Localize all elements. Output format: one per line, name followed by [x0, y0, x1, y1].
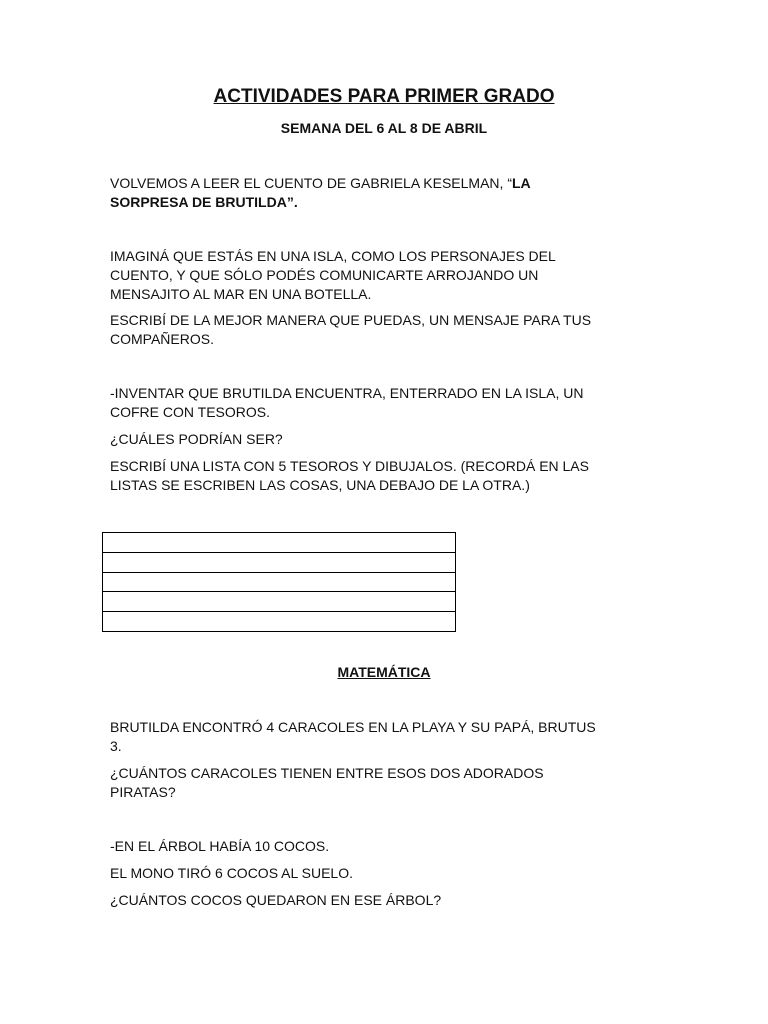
activity2-line: -INVENTAR QUE BRUTILDA ENCUENTRA, ENTERRADO EN LA ISLA, UN — [110, 385, 584, 401]
activity1-paragraph — [110, 247, 670, 304]
intro-paragraph — [110, 174, 670, 212]
math-problem-1 — [110, 718, 670, 756]
math-problem-2 — [110, 837, 670, 856]
activity1-instruction — [110, 311, 670, 349]
math-problem-1-line: 3. — [110, 738, 122, 754]
activity2-instruction — [110, 457, 670, 495]
math-question-1-line: ¿CUÁNTOS CARACOLES TIENEN ENTRE ESOS DOS ADORADOS — [110, 765, 544, 781]
page-subtitle: SEMANA DEL 6 AL 8 DE ABRIL — [280, 120, 488, 136]
activity1-line: MENSAJITO AL MAR EN UNA BOTELLA. — [110, 286, 372, 302]
activity2-question-text: ¿CUÁLES PODRÍAN SER? — [110, 431, 283, 447]
math-question-2 — [110, 891, 670, 910]
activity1-instruction-line: COMPAÑEROS. — [110, 331, 214, 347]
math-problem-2-line-2: EL MONO TIRÓ 6 COCOS AL SUELO. — [110, 865, 353, 881]
activity1-instruction-line: ESCRIBÍ DE LA MEJOR MANERA QUE PUEDAS, UN MENSAJE PARA TUS — [110, 312, 592, 328]
math-question-2-text: ¿CUÁNTOS COCOS QUEDARON EN ESE ÁRBOL? — [110, 892, 442, 908]
treasure-answer-row[interactable] — [103, 573, 455, 593]
activity2-instruction-line: ESCRIBÍ UNA LISTA CON 5 TESOROS Y DIBUJALOS. (RECORDÁ EN LAS — [110, 458, 589, 474]
treasure-list-table — [102, 532, 456, 632]
activity2-question — [110, 430, 670, 449]
activity1-line: IMAGINÁ QUE ESTÁS EN UNA ISLA, COMO LOS PERSONAJES DEL — [110, 248, 556, 264]
intro-line-2: SORPRESA DE BRUTILDA”. — [110, 194, 298, 210]
activity1-line: CUENTO, Y QUE SÓLO PODÉS COMUNICARTE ARROJANDO UN — [110, 267, 539, 283]
activity2-instruction-line: LISTAS SE ESCRIBEN LAS COSAS, UNA DEBAJO DE LA OTRA.) — [110, 477, 530, 493]
math-problem-2b — [110, 864, 670, 883]
activity2-line: COFRE CON TESOROS. — [110, 404, 270, 420]
treasure-answer-row[interactable] — [103, 533, 455, 553]
math-problem-2-line-1: -EN EL ÁRBOL HABÍA 10 COCOS. — [110, 838, 330, 854]
math-question-1 — [110, 764, 670, 802]
math-question-1-line: PIRATAS? — [110, 784, 176, 800]
treasure-answer-row[interactable] — [103, 612, 455, 632]
page-title: ACTIVIDADES PARA PRIMER GRADO — [213, 86, 555, 107]
treasure-answer-row[interactable] — [103, 592, 455, 612]
treasure-answer-row[interactable] — [103, 553, 455, 573]
math-heading: MATEMÁTICA — [337, 664, 431, 680]
intro-line-1: VOLVEMOS A LEER EL CUENTO DE GABRIELA KESELMAN, “LA — [110, 175, 531, 191]
math-problem-1-line: BRUTILDA ENCONTRÓ 4 CARACOLES EN LA PLAYA Y SU PAPÁ, BRUTUS — [110, 719, 596, 735]
activity2-paragraph — [110, 384, 670, 422]
